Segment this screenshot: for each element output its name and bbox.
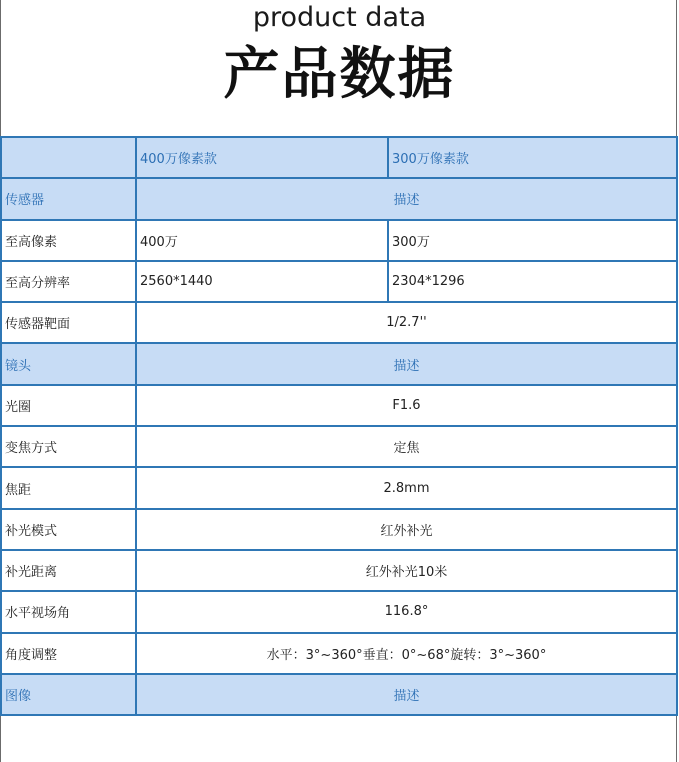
spec-table [0, 136, 678, 716]
row-label: 补光模式 [1, 509, 136, 550]
table-row-angle-adjustment [1, 633, 677, 674]
row-label: 传感器靶面 [1, 302, 136, 343]
section-label: 传感器 [1, 178, 136, 219]
section-label: 图像 [1, 674, 136, 715]
table-row-fill-light-mode [1, 509, 677, 550]
table-row-max-pixels [1, 220, 677, 261]
row-value-300w: 300万 [388, 220, 677, 261]
table-row-max-resolution [1, 261, 677, 302]
table-row-fill-light-distance [1, 550, 677, 591]
table-row-sensor-size [1, 302, 677, 343]
page-subtitle: product data [252, 2, 427, 33]
row-value-400w: 400万 [136, 220, 388, 261]
table-row-focal-length [1, 467, 677, 508]
row-value: 定焦 [136, 426, 677, 467]
section-label: 镜头 [1, 343, 136, 384]
row-value-300w: 2304*1296 [388, 261, 677, 302]
row-value: 1/2.7'' [136, 302, 677, 343]
row-value: F1.6 [136, 385, 677, 426]
section-row-lens [1, 343, 677, 384]
table-row-aperture [1, 385, 677, 426]
row-label: 焦距 [1, 467, 136, 508]
row-label: 光圈 [1, 385, 136, 426]
header [0, 0, 679, 136]
row-value: 红外补光 [136, 509, 677, 550]
section-row-image [1, 674, 677, 715]
row-label: 水平视场角 [1, 591, 136, 632]
row-value: 水平：3°~360°垂直：0°~68°旋转：3°~360° [136, 633, 677, 674]
section-row-sensor [1, 178, 677, 219]
table-row-horizontal-fov [1, 591, 677, 632]
section-description: 描述 [136, 674, 677, 715]
header-cell-label [1, 137, 136, 178]
row-label: 变焦方式 [1, 426, 136, 467]
section-description: 描述 [136, 343, 677, 384]
row-label: 补光距离 [1, 550, 136, 591]
row-label: 至高分辨率 [1, 261, 136, 302]
row-value: 2.8mm [136, 467, 677, 508]
row-value: 红外补光10米 [136, 550, 677, 591]
table-row-zoom-mode [1, 426, 677, 467]
header-cell-400w: 400万像素款 [136, 137, 388, 178]
row-value: 116.8° [136, 591, 677, 632]
row-label: 角度调整 [1, 633, 136, 674]
section-description: 描述 [136, 178, 677, 219]
table-header-row [1, 137, 677, 178]
row-value-400w: 2560*1440 [136, 261, 388, 302]
row-label: 至高像素 [1, 220, 136, 261]
header-cell-300w: 300万像素款 [388, 137, 677, 178]
page-title: 产品数据 [223, 42, 456, 107]
